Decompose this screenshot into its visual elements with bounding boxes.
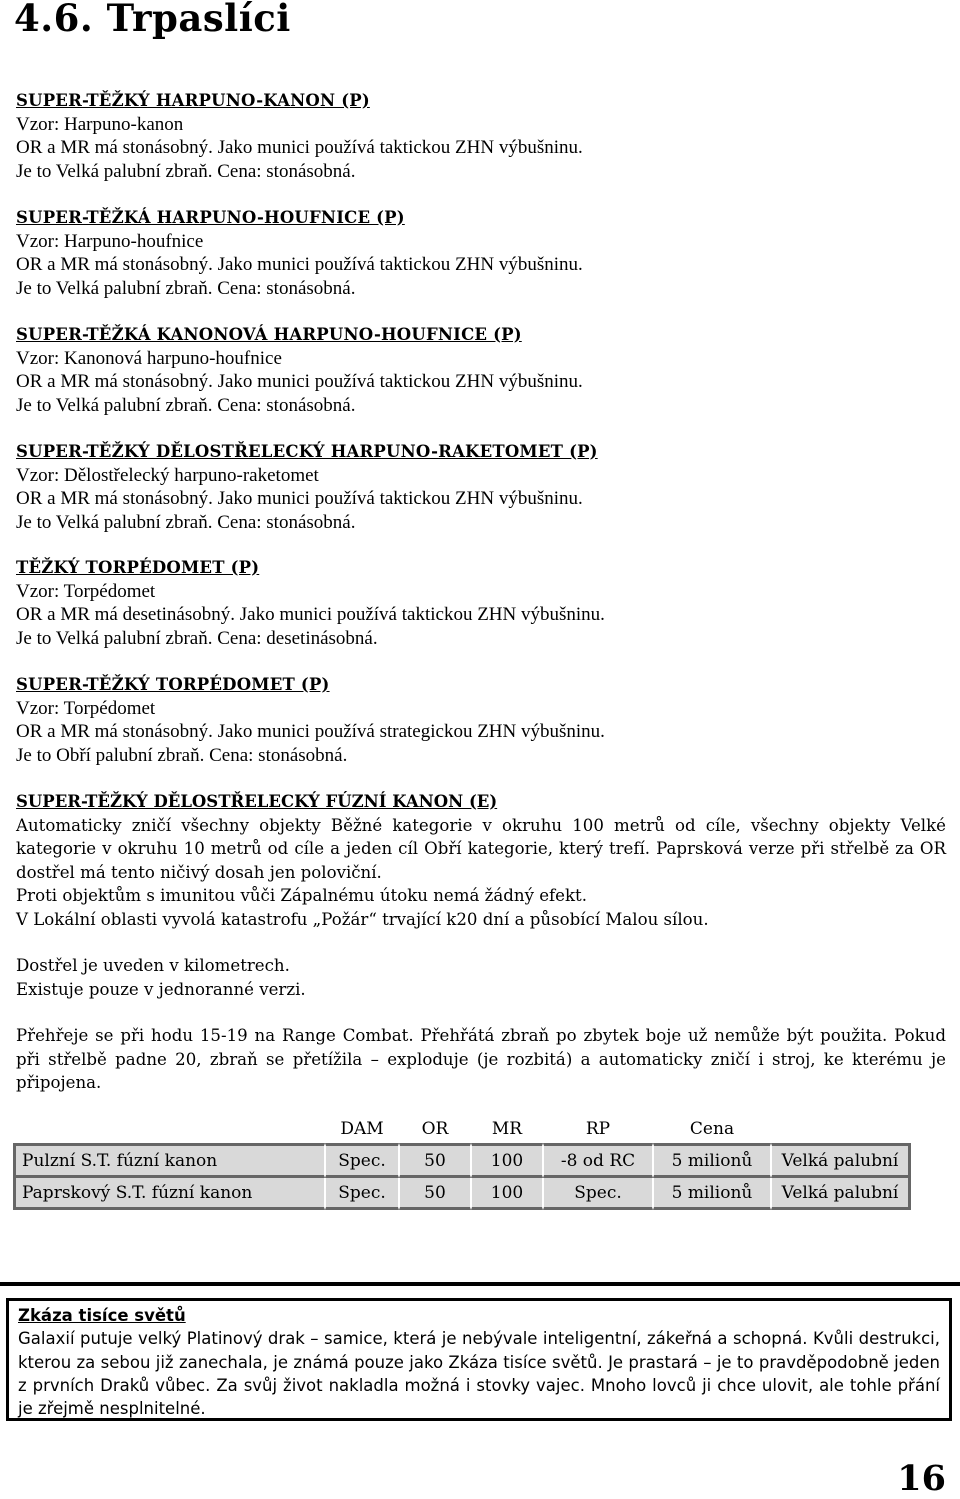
weapon-stats-table xyxy=(13,1115,911,1210)
page-title: 4.6. Trpaslíci xyxy=(14,0,291,40)
table-cell: 50 xyxy=(399,1178,471,1210)
weapon-stats: OR a MR má stonásobný. Jako munici používá strategickou ZHN výbušninu. xyxy=(16,721,605,742)
table-cell: Spec. xyxy=(325,1143,399,1178)
weapon-pattern: Vzor: Torpédomet xyxy=(16,580,156,602)
fusion-cannon-title: SUPER-TĚŽKÝ DĚLOSTŘELECKÝ FÚZNÍ KANON (E) xyxy=(16,792,498,811)
table-header: OR xyxy=(421,1119,449,1139)
weapon-stats: OR a MR má stonásobný. Jako munici používá taktickou ZHN výbušninu. xyxy=(16,371,583,392)
weapon-entry xyxy=(16,89,583,183)
table-header: MR xyxy=(491,1119,523,1139)
fusion-range-note: Dostřel je uveden v kilometrech. xyxy=(16,956,290,975)
table-cell: 5 milionů xyxy=(653,1143,771,1178)
lore-box-title: Zkáza tisíce světů xyxy=(18,1306,186,1325)
weapon-title: SUPER-TĚŽKÝ TORPÉDOMET (P) xyxy=(16,675,330,694)
table-cell: 100 xyxy=(471,1143,543,1178)
weapon-title: SUPER-TĚŽKÁ KANONOVÁ HARPUNO-HOUFNICE (P) xyxy=(16,325,522,344)
weapon-cost: Je to Obří palubní zbraň. Cena: stonásobná. xyxy=(16,744,348,766)
weapon-entry xyxy=(16,556,605,650)
table-cell: 5 milionů xyxy=(653,1178,771,1210)
weapon-stats: OR a MR má stonásobný. Jako munici používá taktickou ZHN výbušninu. xyxy=(16,137,583,158)
weapon-cost: Je to Velká palubní zbraň. Cena: stonásobná. xyxy=(16,394,356,416)
weapon-entry xyxy=(16,206,583,300)
weapon-entry xyxy=(16,323,583,417)
weapon-cost: Je to Velká palubní zbraň. Cena: desetinásobná. xyxy=(16,627,378,649)
fusion-variant-note: Existuje pouze v jednoranné verzi. xyxy=(16,979,306,999)
weapon-entry xyxy=(16,440,598,534)
weapon-entry xyxy=(16,673,605,767)
table-cell: Paprskový S.T. fúzní kanon xyxy=(13,1178,325,1210)
weapon-pattern: Vzor: Harpuno-houfnice xyxy=(16,230,204,252)
fusion-cannon-section xyxy=(16,790,946,1095)
lore-box xyxy=(6,1298,952,1421)
table-cell: Spec. xyxy=(325,1178,399,1210)
fusion-overheat-note: Přehřeje se při hodu 15-19 na Range Combat. Přehřátá zbraň po zbytek boje už nemůže být použita. Pokud při střelbě padne 20, zbraň se přetížila – exploduje (je rozbitá) a automaticky zničí i stroj, ke kterému je připojena. xyxy=(16,1026,946,1092)
table-cell: 100 xyxy=(471,1178,543,1210)
table-cell: Velká palubní xyxy=(771,1178,911,1210)
table-cell: Spec. xyxy=(543,1178,653,1210)
lore-box-text: Galaxií putuje velký Platinový drak – samice, která je nebývale inteligentní, zákeřná a schopná. Kvůli destrukci, kterou za sebou již zanechala, je známá pouze jako Zkáza tisíce světů. Je prastará – je to pravděpodobně jeden z prvních Draků vůbec. Za svůj život nakladla možná i stovky vajec. Mnoho lovců ji chce ulovit, ale tohle přání je zřejmě nesplnitelné. xyxy=(18,1329,940,1419)
weapon-stats: OR a MR má stonásobný. Jako munici používá taktickou ZHN výbušninu. xyxy=(16,254,583,275)
weapon-pattern: Vzor: Dělostřelecký harpuno-raketomet xyxy=(16,464,319,486)
weapon-cost: Je to Velká palubní zbraň. Cena: stonásobná. xyxy=(16,160,356,182)
weapon-pattern: Vzor: Kanonová harpuno-houfnice xyxy=(16,347,282,369)
table-row xyxy=(13,1178,911,1210)
weapon-title: SUPER-TĚŽKÝ DĚLOSTŘELECKÝ HARPUNO-RAKETOMET (P) xyxy=(16,442,598,461)
weapon-stats: OR a MR má desetinásobný. Jako munici používá taktickou ZHN výbušninu. xyxy=(16,604,605,625)
page-number: 16 xyxy=(897,1458,946,1499)
horizontal-divider xyxy=(0,1282,960,1286)
table-header: RP xyxy=(585,1119,611,1139)
weapon-title: SUPER-TĚŽKÁ HARPUNO-HOUFNICE (P) xyxy=(16,208,405,227)
weapon-title: SUPER-TĚŽKÝ HARPUNO-KANON (P) xyxy=(16,91,370,110)
table-header xyxy=(771,1115,911,1143)
weapon-cost: Je to Velká palubní zbraň. Cena: stonásobná. xyxy=(16,511,356,533)
table-cell: 50 xyxy=(399,1143,471,1178)
table-cell: -8 od RC xyxy=(543,1143,653,1178)
table-header: DAM xyxy=(340,1119,384,1139)
weapon-cost: Je to Velká palubní zbraň. Cena: stonásobná. xyxy=(16,277,356,299)
weapon-title: TĚŽKÝ TORPÉDOMET (P) xyxy=(16,558,260,577)
table-cell: Pulzní S.T. fúzní kanon xyxy=(13,1143,325,1178)
fusion-description: Automaticky zničí všechny objekty Běžné kategorie v okruhu 100 metrů od cíle, všechny objekty Velké kategorie v okruhu 10 metrů od cíle a jeden cíl Obří kategorie, který trefí. Paprsková verze při střelbě za OR dostřel má tento ničivý dosah jen poloviční. xyxy=(16,815,946,882)
table-header xyxy=(13,1115,325,1143)
weapon-pattern: Vzor: Torpédomet xyxy=(16,697,156,719)
table-cell: Velká palubní xyxy=(771,1143,911,1178)
fusion-catastrophe-note: V Lokální oblasti vyvolá katastrofu „Požár“ trvající k20 dní a působící Malou sílou. xyxy=(16,909,709,929)
fusion-immunity-note: Proti objektům s imunitou vůči Zápalnému útoku nemá žádný efekt. xyxy=(16,886,588,905)
table-header: Cena xyxy=(689,1119,735,1139)
table-row xyxy=(13,1143,911,1178)
table-header-row xyxy=(13,1115,911,1143)
weapon-pattern: Vzor: Harpuno-kanon xyxy=(16,113,184,135)
weapon-stats: OR a MR má stonásobný. Jako munici používá taktickou ZHN výbušninu. xyxy=(16,488,583,509)
